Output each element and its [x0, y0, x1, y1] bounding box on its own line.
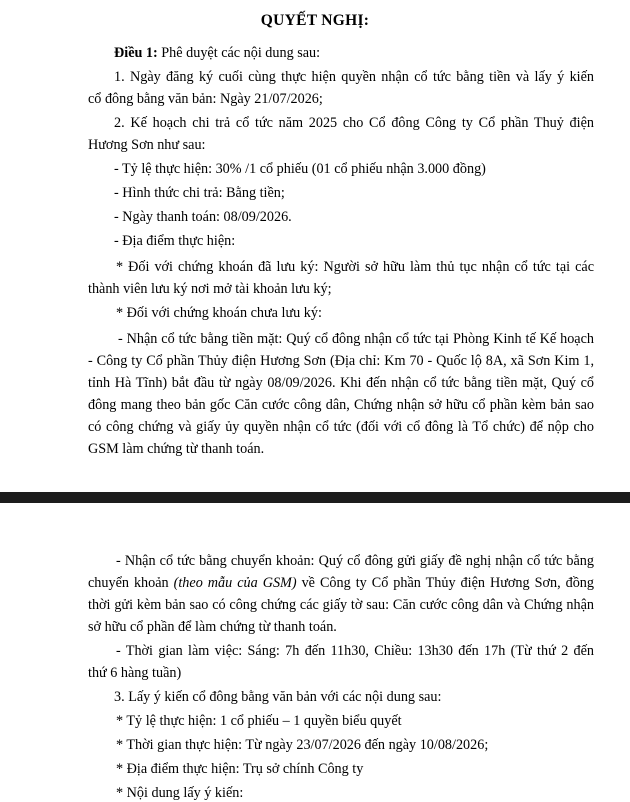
item-1-line-1: 1. Ngày đăng ký cuối cùng thực hiện quyền nhận cổ tức bằng tiền và lấy ý kiến [114, 69, 594, 85]
deposited-line-2: thành viên lưu ký nơi mở tài khoản lưu ký; [88, 281, 332, 297]
item-1-line-2: cổ đông bằng văn bản: Ngày 21/07/2026; [88, 91, 323, 107]
payment-date: - Ngày thanh toán: 08/09/2026. [114, 209, 292, 225]
cash-line-5: có công chứng và giấy ủy quyền nhận cổ tức (đối với cổ đông là Tổ chức) để nộp cho [88, 419, 594, 435]
resolution-title: QUYẾT NGHỊ: [260, 12, 370, 29]
working-hours-line-2: thứ 6 hàng tuần) [88, 665, 182, 681]
transfer-line-2 [88, 574, 594, 592]
transfer-form-note: (theo mẫu của GSM) [173, 575, 297, 591]
payment-method: - Hình thức chi trả: Bằng tiền; [114, 185, 285, 201]
item-2-line-2: Hương Sơn như sau: [88, 137, 206, 153]
transfer-line-3: thời gửi kèm bản sao có công chứng các giấy tờ sau: Căn cước công dân và Chứng nhận [88, 597, 594, 613]
page-break-bar [0, 492, 630, 503]
transfer-line-1: - Nhận cổ tức bằng chuyển khoản: Quý cổ đông gửi giấy đề nghị nhận cổ tức bằng [116, 553, 594, 569]
article-1-text: Phê duyệt các nội dung sau: [157, 45, 321, 61]
transfer-line-2-a: chuyển khoản [88, 575, 174, 591]
cash-line-2: - Công ty Cổ phần Thủy điện Hương Sơn (Địa chỉ: Km 70 - Quốc lộ 8A, xã Sơn Kim 1, [88, 353, 594, 369]
transfer-line-2-b: về Công ty Cổ phần Thủy điện Hương Sơn, đồng [296, 575, 594, 591]
article-1-label: Điều 1: [114, 45, 158, 61]
vote-content: * Nội dung lấy ý kiến: [116, 785, 244, 801]
payment-place: - Địa điểm thực hiện: [114, 233, 236, 249]
cash-line-6: GSM làm chứng từ thanh toán. [88, 441, 265, 457]
item-2-line-1: 2. Kế hoạch chi trả cổ tức năm 2025 cho Cổ đông Công ty Cổ phần Thuỷ điện [114, 115, 594, 131]
article-1-line [114, 44, 320, 62]
vote-rate: * Tỷ lệ thực hiện: 1 cổ phiếu – 1 quyền biểu quyết [116, 713, 402, 729]
deposited-line-1: * Đối với chứng khoán đã lưu ký: Người sở hữu làm thủ tục nhận cổ tức tại các [116, 259, 594, 275]
vote-place: * Địa điểm thực hiện: Trụ sở chính Công ty [116, 761, 364, 777]
undeposited-heading: * Đối với chứng khoán chưa lưu ký: [116, 305, 322, 321]
cash-line-3: tỉnh Hà Tĩnh) bắt đầu từ ngày 08/09/2026. Khi đến nhận cổ tức bằng tiền mặt, Quý cổ [88, 375, 594, 391]
cash-line-4: đông mang theo bản gốc Căn cước công dân, Chứng nhận sở hữu cổ phần kèm bản sao [88, 397, 594, 413]
working-hours-line-1: - Thời gian làm việc: Sáng: 7h đến 11h30, Chiều: 13h30 đến 17h (Từ thứ 2 đến [116, 643, 594, 659]
dividend-rate: - Tỷ lệ thực hiện: 30% /1 cổ phiếu (01 cổ phiếu nhận 3.000 đồng) [114, 161, 486, 177]
item-3: 3. Lấy ý kiến cổ đông bằng văn bản với các nội dung sau: [114, 689, 442, 705]
vote-time: * Thời gian thực hiện: Từ ngày 23/07/2026 đến ngày 10/08/2026; [116, 737, 489, 753]
cash-line-1: - Nhận cổ tức bằng tiền mặt: Quý cổ đông nhận cổ tức tại Phòng Kinh tế Kế hoạch [118, 331, 594, 347]
transfer-line-4: sở hữu cổ phần để làm chứng từ thanh toán. [88, 619, 337, 635]
